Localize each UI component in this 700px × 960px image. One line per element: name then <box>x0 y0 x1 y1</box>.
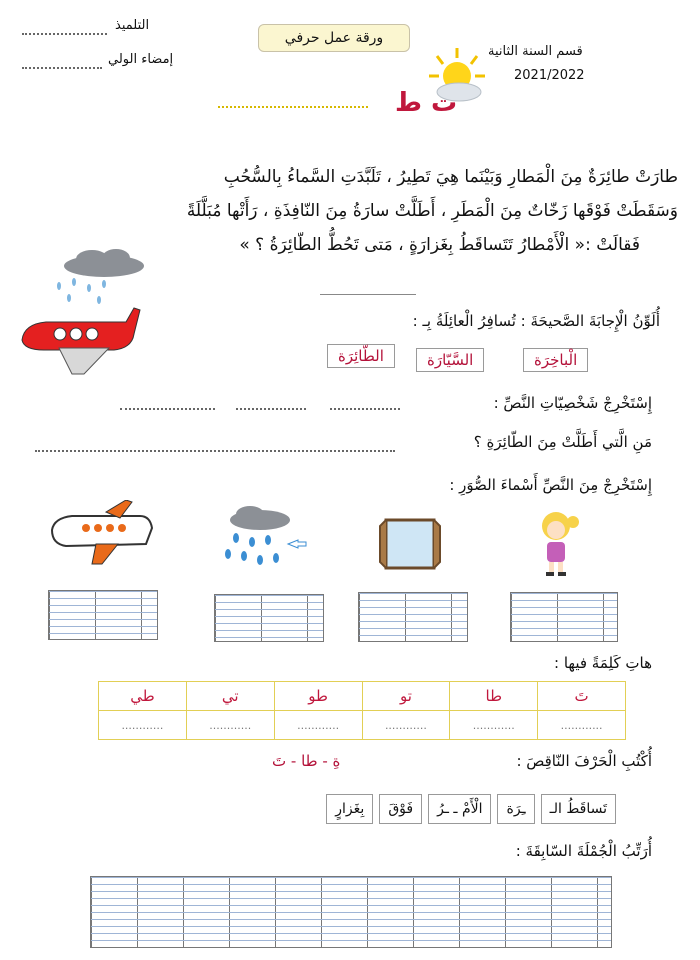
word-box[interactable]: فَوْقَ <box>379 794 422 824</box>
missing-letters: ةِ - طا - تَ <box>272 752 341 770</box>
girl-picture-icon <box>534 510 584 578</box>
word-box[interactable]: بِغَزارٍ <box>326 794 373 824</box>
q4-prompt: إِسْتَخْرِجْ مِنَ النَّصِّ أَسْماءَ الصُّوَرِ : <box>449 476 652 494</box>
syllable-cell: طي <box>99 682 187 711</box>
word-box[interactable]: ـِرَة <box>497 794 534 824</box>
parent-signature-line[interactable] <box>22 67 102 69</box>
airplane-rain-icon <box>14 278 144 378</box>
syllable-cell: طو <box>274 682 362 711</box>
window-picture-icon <box>378 516 442 572</box>
writing-grid-2[interactable] <box>214 594 324 642</box>
q3-answer-line[interactable] <box>35 450 395 452</box>
rain-cloud-picture-icon <box>210 506 310 574</box>
class-label: قسم السنة الثانية <box>488 44 583 59</box>
writing-grid-sentence[interactable] <box>90 876 612 948</box>
parent-signature-label: إمضاء الولي <box>108 52 174 67</box>
writing-grid-4[interactable] <box>510 592 618 642</box>
word-answer-cell[interactable]: ............ <box>99 711 187 740</box>
writing-grid-3[interactable] <box>358 592 468 642</box>
airplane-picture-icon <box>46 500 156 566</box>
story-line-3: فَقالَتْ :« الْأَمْطارُ تَتَساقَطُ بِغَزارَةٍ ، مَتى تَحُطُّ الطّائِرَةُ ؟ » <box>239 235 640 255</box>
syllable-cell: تي <box>186 682 274 711</box>
option-car[interactable]: السَّيّارَة <box>416 348 484 372</box>
q2-answer-2[interactable] <box>236 408 306 410</box>
story-line-1: طارَتْ طائِرَةٌ مِنَ الْمَطارِ وَبَيْنَما هِيَ تَطِيرُ ، تَلَبَّدَتِ السَّماءُ بِالسُّحُبِ <box>223 167 678 187</box>
q7-prompt: أُرَتِّبُ الْجُمْلَةَ السّابِقَةَ : <box>515 842 652 860</box>
option-ship[interactable]: الْباخِرَة <box>523 348 588 372</box>
q6-prompt: أُكْتُبِ الْحَرْفَ النّاقِصَ : <box>516 752 652 770</box>
word-answer-cell[interactable]: ............ <box>186 711 274 740</box>
q1-prompt: أُلَوِّنُ الْإِجابَةَ الصَّحيحَةَ : تُسافِرُ الْعائِلَةُ بِـ : <box>412 312 660 330</box>
worksheet-title: ورقة عمل حرفي <box>258 24 410 52</box>
syllable-cell: تَ <box>538 682 626 711</box>
student-name-line[interactable] <box>22 33 107 35</box>
title-underline <box>218 106 368 108</box>
syllable-table <box>98 681 626 740</box>
target-letters: ت ط <box>395 88 458 118</box>
word-answer-cell[interactable]: ............ <box>538 711 626 740</box>
word-box[interactable]: تَساقَطُ الـ <box>541 794 616 824</box>
writing-grid-1[interactable] <box>48 590 158 640</box>
option-airplane[interactable]: الطّائِرَة <box>327 344 395 368</box>
q2-answer-1[interactable] <box>120 408 215 410</box>
syllable-cell: تو <box>362 682 450 711</box>
cloud-icon <box>62 248 146 278</box>
q2-prompt: إِسْتَخْرِجْ شَخْصِيّاتِ النَّصِّ : <box>493 394 652 412</box>
q2-answer-3[interactable] <box>330 408 400 410</box>
divider <box>320 294 416 295</box>
q5-prompt: هاتِ كَلِمَةً فيها : <box>554 654 652 672</box>
story-line-2: وَسَقَطَتْ فَوْقَها زَخّاتٌ مِنَ الْمَطَرِ ، أَطَلَّتْ سارَةُ مِنَ النّافِذَةِ ، رَأَتْها مُبَلَّلَةً <box>186 201 678 221</box>
syllable-cell: طا <box>450 682 538 711</box>
word-answer-cell[interactable]: ............ <box>362 711 450 740</box>
word-answer-cell[interactable]: ............ <box>274 711 362 740</box>
student-label: التلميذ <box>115 18 150 33</box>
word-answer-cell[interactable]: ............ <box>450 711 538 740</box>
word-box[interactable]: الْأَمْ ـ ـرُ <box>428 794 491 824</box>
school-year: 2021/2022 <box>514 68 585 83</box>
q3-prompt: مَنِ الَّتي أَطَلَّتْ مِنَ الطّائِرَةِ ؟ <box>473 433 652 451</box>
q6-word-row <box>176 794 616 824</box>
